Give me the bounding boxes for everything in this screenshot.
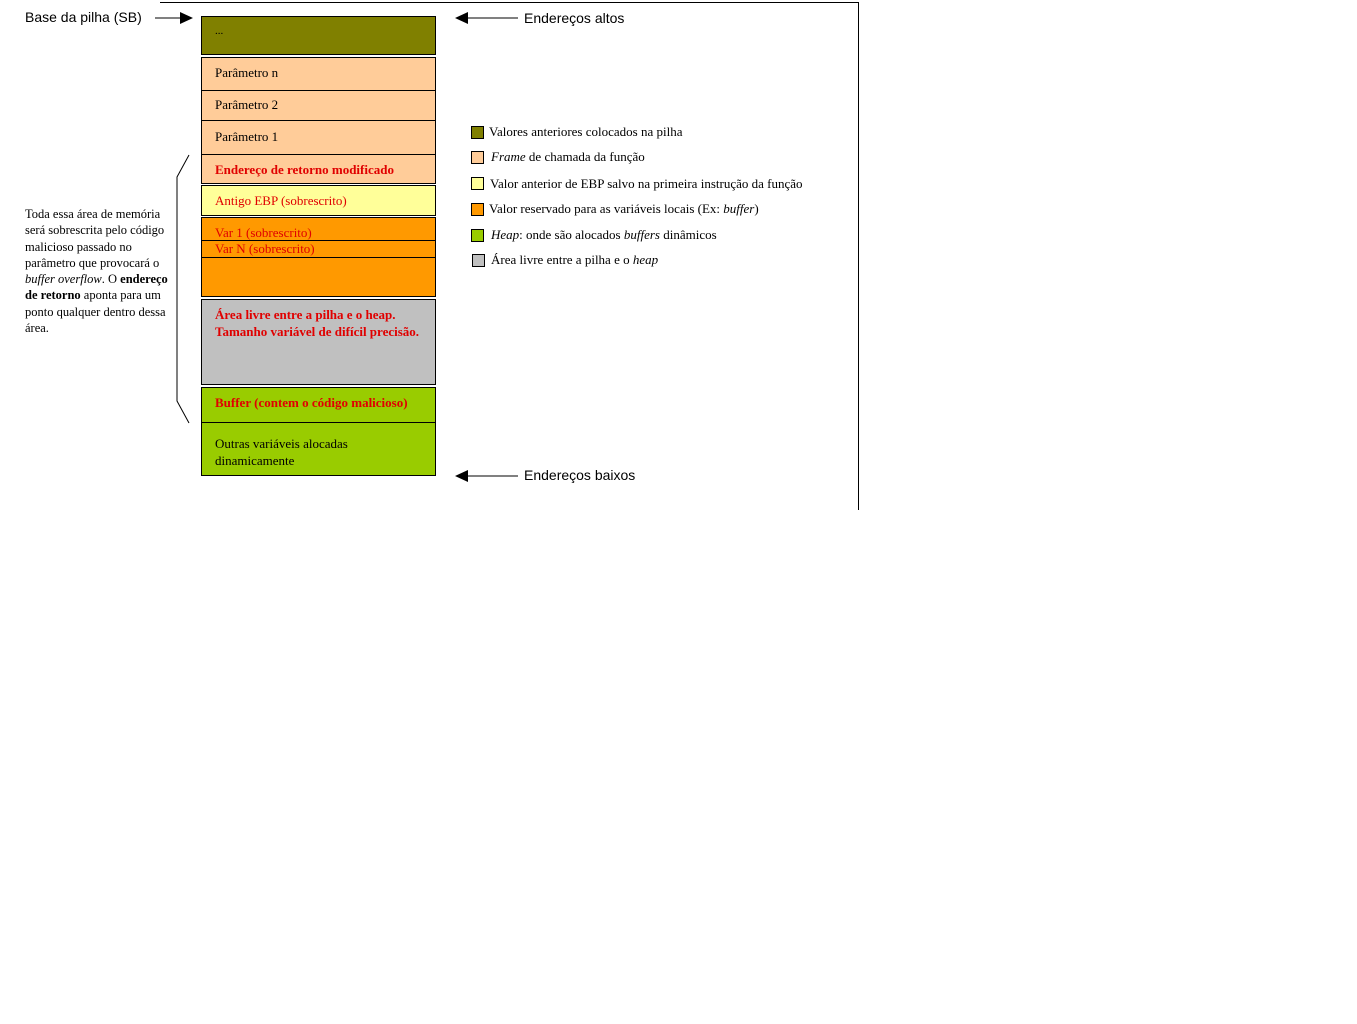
high-addresses-label: Endereços altos <box>524 10 625 26</box>
legend-text-6a: Área livre entre a pilha e o <box>491 252 633 267</box>
param-1-label: Parâmetro 1 <box>215 129 279 144</box>
legend-swatch-gray <box>472 254 485 267</box>
stack-block-free-area <box>201 299 436 385</box>
legend-swatch-green <box>471 229 484 242</box>
legend-swatch-peach <box>471 151 484 164</box>
free-area-label: Área livre entre a pilha e o heap. Tamanho variável de difícil precisão. <box>215 307 420 339</box>
var-divider-2 <box>202 257 435 258</box>
legend-text-2a: Frame <box>491 149 526 164</box>
stack-block-param-n <box>201 57 436 91</box>
note-part-2: buffer overflow <box>25 272 102 287</box>
legend-swatch-yellow <box>471 177 484 190</box>
param-n-label: Parâmetro n <box>215 65 279 80</box>
heap-block <box>201 387 436 476</box>
legend-text-4c: ) <box>754 201 759 216</box>
buffer-label: Buffer (contem o código malicioso) <box>215 395 408 410</box>
stack-block-dots: ... <box>215 25 224 37</box>
legend-text-4 <box>489 201 759 217</box>
legend-text-5c: buffers <box>623 227 660 242</box>
stack-block-param-1 <box>201 120 436 155</box>
legend-text-2 <box>491 149 645 165</box>
stack-block-param-2 <box>201 90 436 121</box>
low-addresses-label: Endereços baixos <box>524 467 636 483</box>
note-part-3: . O <box>101 272 121 287</box>
legend-text-6 <box>491 252 658 268</box>
stack-block-old-ebp <box>201 185 436 216</box>
var-n-label: Var N (sobrescrito) <box>215 241 315 256</box>
legend-text-5a: Heap <box>491 227 520 242</box>
stack-block-previous <box>201 16 436 55</box>
note-part-5: aponta para um ponto qualquer dentro dessa área. <box>25 288 166 336</box>
var-1-label: Var 1 (sobrescrito) <box>215 225 312 240</box>
param-2-label: Parâmetro 2 <box>215 97 279 112</box>
other-vars-label: Outras variáveis alocadas dinamicamente <box>215 436 348 468</box>
legend-text-6b: heap <box>632 252 659 267</box>
return-address-label: Endereço de retorno modificado <box>215 162 394 177</box>
legend-text-2b: de chamada da função <box>525 149 645 164</box>
old-ebp-label: Antigo EBP (sobrescrito) <box>215 193 347 208</box>
legend-text-3: Valor anterior de EBP salvo na primeira instrução da função <box>490 176 803 191</box>
note-part-4: endereço de retorno <box>25 272 168 303</box>
legend-text-1: Valores anteriores colocados na pilha <box>489 124 683 139</box>
legend-text-5b: : onde são alocados <box>519 227 624 242</box>
heap-divider <box>202 422 435 423</box>
legend-swatch-olive <box>471 126 484 139</box>
stack-block-local-vars <box>201 217 436 297</box>
stack-base-label: Base da pilha (SB) <box>25 9 142 25</box>
legend-text-4b: buffer <box>723 201 755 216</box>
legend-text-4a: Valor reservado para as variáveis locais (Ex: <box>489 201 724 216</box>
legend-text-5d: dinâmicos <box>660 227 717 242</box>
stack-block-return-address <box>201 154 436 184</box>
legend-text-5 <box>491 227 717 243</box>
overflow-note <box>25 206 175 336</box>
legend-swatch-orange <box>471 203 484 216</box>
note-part-1: Toda essa área de memória será sobrescrita pelo código malicioso passado no parâmetro que provocará o <box>25 207 165 270</box>
